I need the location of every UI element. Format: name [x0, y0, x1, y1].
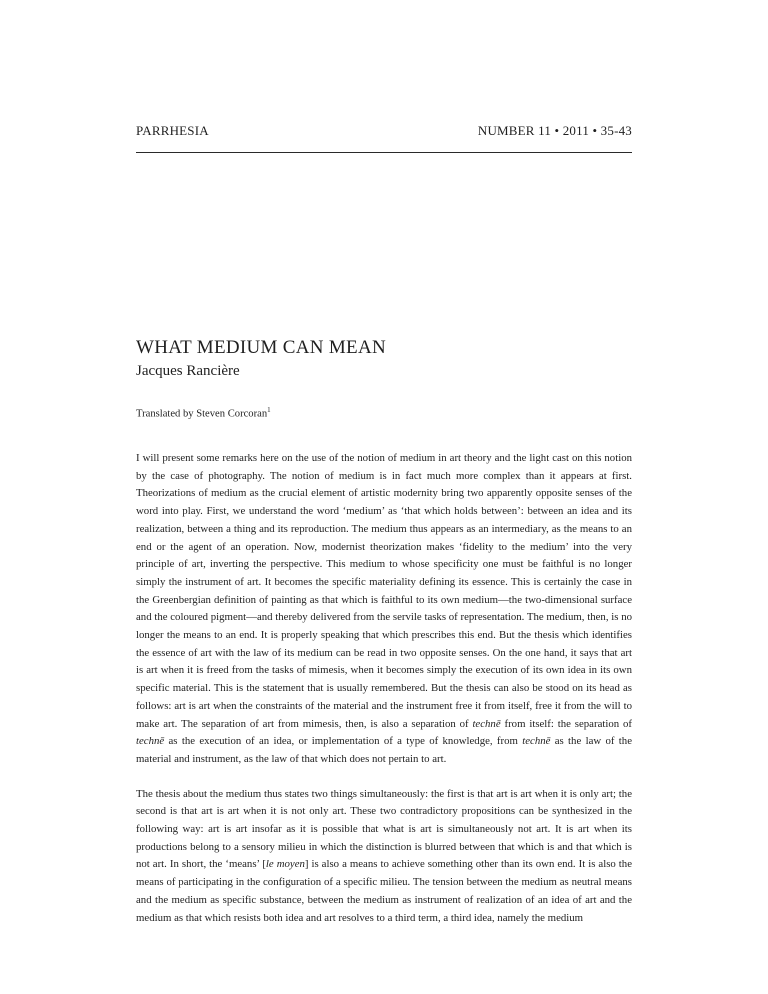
journal-name: PARRHESIA [136, 123, 209, 138]
article-author: Jacques Rancière [136, 363, 240, 379]
header-rule [136, 152, 632, 153]
article-title: WHAT MEDIUM CAN MEAN [136, 337, 387, 358]
footnote-marker[interactable]: 1 [267, 406, 271, 414]
paragraph-2: The thesis about the medium thus states two things simultaneously: the first is that art is art when it is only art; the second is that art is art when it is not only art. These two contradictory propositions can be synthesized in the following way: art is art insofar as it is possible that what is art is simultaneously not art. It is art when its productions belong to a sensory milieu in which the distinction is blurred between that which is and that which is not art. In short, the ‘means’ [le moyen] is also a means to achieve something other than its own end. It is also the means of participating in the configuration of a specific milieu. The tension between the medium as neutral means and the medium as specific substance, between the medium as instrument of realization of an idea of art and the medium as that which resists both idea and art resolves to a third term, a third idea, namely the medium [136, 787, 632, 924]
paragraph-1: I will present some remarks here on the use of the notion of medium in art theory and the light cast on this notion by the case of photography. The notion of medium is in fact much more complex than it appears at first. Theorizations of medium as the crucial element of artistic modernity bring two apparently opposite senses of the word into play. First, we understand the word ‘medium’ as ‘that which holds between’: between an idea and its realization, between a thing and its reproduction. The medium thus appears as an intermediary, as the means to an end or the agent of an operation. Now, modernist theorization makes ‘fidelity to the medium’ into the very principle of art, inverting the perspective. This medium to whose specificity one must be faithful is no longer simply the instrument of art. It becomes the specific materiality defining its essence. This is certainly the case in the Greenbergian definition of painting as that which is faithful to its own medium—the two-dimensional surface and the coloured pigment—and thereby delivered from the servile tasks of representation. The medium, then, is no longer the means to an end. It is properly speaking that which prescribes this end. But the thesis which identifies the essence of art with the law of its medium can be read in two opposite senses. On the one hand, it says that art is art when it is freed from the tasks of mimesis, when it becomes simply the execution of its own idea in its own specific material. This is the statement that is usually remembered. But the thesis can also be stood on its head as follows: art is art when the constraints of the material and the instrument free it from itself, free it from the will to make art. The separation of art from mimesis, then, is also a separation of technē from itself: the separation of technē as the execution of an idea, or implementation of a type of knowledge, from technē as the law of the material and instrument, as the law of that which does not pertain to art. [136, 452, 633, 765]
running-header [136, 123, 632, 139]
issue-info: NUMBER 11 • 2011 • 35-43 [477, 123, 632, 138]
translator-credit [136, 406, 271, 420]
translator-text: Translated by Steven Corcoran [136, 408, 268, 420]
article-body [136, 450, 632, 944]
